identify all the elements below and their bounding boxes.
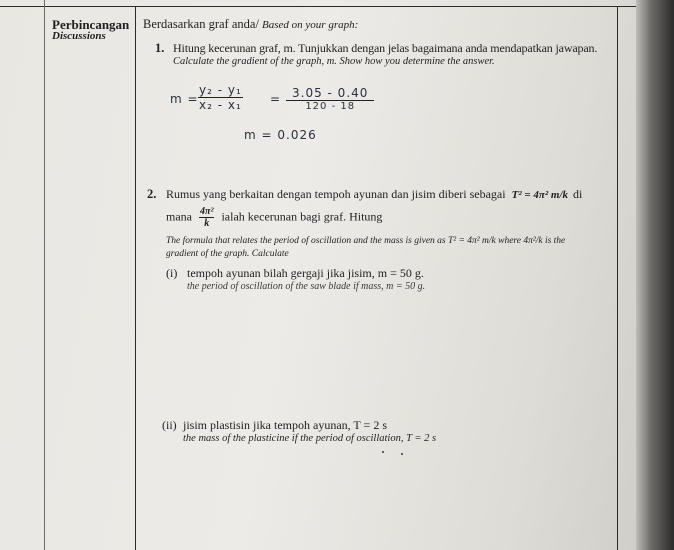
part-i-en: the period of oscillation of the saw blade if mass, m = 50 g. [187, 281, 426, 292]
q2-text-ms-b: ialah kecerunan bagi graf. Hitung [221, 209, 383, 224]
q2-line1 [166, 187, 582, 202]
q1-text-ms: Hitung kecerunan graf, m. Tunjukkan dengan jelas bagaimana anda mendapatkan jawapan. [173, 41, 598, 55]
right-border [617, 6, 618, 550]
intro-line [143, 17, 358, 32]
section-label-ms: Perbincangan [52, 17, 130, 32]
q2-text-en-a: The formula that relates the period of oscillation and the mass is given as T² = 4π² m/k where 4π²/k is the [166, 236, 566, 246]
working-substitution [286, 86, 374, 112]
substitution-denominator: 120 - 18 [305, 101, 356, 112]
q2-text-ms-a: Rumus yang berkaitan dengan tempoh ayunan dan jisim diberi sebagai [166, 187, 506, 201]
q2-formula-T: T² = 4π² m/k [511, 189, 569, 201]
intro-en: Based on your graph: [262, 19, 359, 31]
working-formula [198, 83, 243, 112]
part-i-label: (i) [166, 266, 178, 280]
part-ii-en: the mass of the plasticine if the period of oscillation, T = 2 s [183, 433, 437, 444]
substitution-numerator: 3.05 - 0.40 [286, 86, 374, 101]
part-ii-ms: jisim plastisin jika tempoh ayunan, T = 2 s [183, 418, 387, 432]
section-label-en: Discussions [52, 30, 106, 42]
q2-line2 [166, 206, 382, 229]
formula-denominator: x₂ - x₁ [199, 98, 242, 112]
q2-number: 2. [147, 187, 157, 201]
top-border [0, 6, 640, 7]
q2-frac-num: 4π² [200, 206, 214, 217]
intro-ms: Berdasarkan graf anda/ [143, 17, 259, 31]
page-edge-shadow [636, 0, 674, 550]
q1-number: 1. [155, 41, 165, 55]
formula-numerator: y₂ - y₁ [199, 83, 242, 97]
working-result: m = 0.026 [244, 128, 317, 142]
q2-text-di: di [573, 187, 583, 201]
column-divider [135, 6, 136, 550]
working-m-eq: m = [170, 92, 199, 106]
q2-frac-den: k [204, 218, 210, 229]
left-margin-line [44, 0, 45, 550]
stray-dot [382, 451, 384, 453]
stray-dot [401, 453, 403, 455]
working-eq2: = [270, 92, 282, 106]
q2-gradient-fraction [199, 206, 214, 229]
q1-text-en: Calculate the gradient of the graph, m. Show how you determine the answer. [173, 56, 495, 67]
part-ii-label: (ii) [162, 418, 177, 432]
q2-text-en-b: gradient of the graph. Calculate [166, 249, 289, 259]
part-i-ms: tempoh ayunan bilah gergaji jika jisim, m = 50 g. [187, 266, 424, 280]
q2-text-mana: mana [166, 209, 192, 224]
